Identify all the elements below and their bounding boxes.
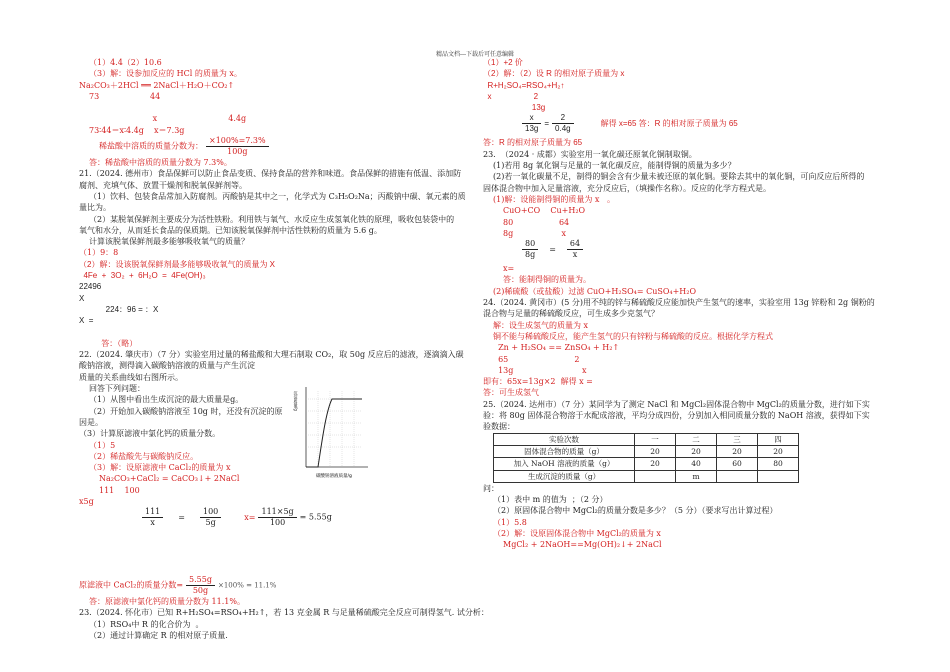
text-line	[79, 68, 471, 79]
experiment-table	[493, 433, 799, 483]
text-line	[79, 394, 471, 405]
text-line	[483, 171, 873, 182]
table-cell	[635, 470, 676, 482]
text-line	[483, 399, 873, 410]
fraction-numerator: 5.55g	[186, 575, 215, 586]
calc-result: = 5.55g	[299, 512, 332, 522]
text-line	[79, 451, 471, 462]
fraction-numerator: 111	[142, 507, 163, 518]
line-text: 25.（2024. 达州市）（7 分）某同学为了测定 NaCl 和 MgCl₂固体混合物中 MgCl₂的质量分数，进行如下实	[483, 399, 870, 409]
percent-fraction	[206, 136, 269, 157]
text-line	[79, 485, 471, 496]
line-text: Zn + H₂SO₄ == ZnSO₄ + H₂↑	[493, 343, 620, 353]
text-line	[79, 630, 471, 641]
text-line	[483, 263, 873, 274]
text-line	[79, 428, 471, 439]
line-text: 13g x	[493, 365, 587, 375]
table-cell: 固体混合物的质量（g）	[494, 445, 635, 457]
fraction-111x5g-100	[258, 507, 296, 528]
chart-y-label: 沉淀质量/g	[293, 391, 299, 411]
table-cell: 20	[717, 445, 758, 457]
text-line	[79, 496, 471, 507]
table-cell: 20	[758, 445, 799, 457]
line-text: 因是。	[79, 417, 103, 427]
line-text: 224：96 = ：X	[79, 304, 159, 314]
line-text: （2）开始加入碳酸钠溶液至 10g 时，还没有沉淀的原	[89, 406, 283, 416]
line-text: 73∶44＝x∶4.4g x＝7.3g	[89, 125, 185, 135]
text-line	[79, 214, 471, 225]
table-cell: 20	[676, 445, 717, 457]
x-equals: x=	[244, 512, 256, 522]
table-header-cell: 一	[635, 433, 676, 445]
line-text: （2）稀盐酸先与碳酸钠反应。	[89, 451, 199, 461]
line-text: 量比为。	[79, 203, 111, 213]
fraction-denominator: 13g	[525, 124, 539, 134]
text-line	[483, 205, 873, 216]
line-text: 计算该脱氧保鲜剂最多能够吸收氧气的质量？	[89, 237, 249, 247]
line-text: （1）+2 价	[483, 58, 523, 67]
text-line	[79, 270, 471, 281]
line-text: (2)若一氧化碳量不足，制得的铜会含有少量未被还原的氧化铜。要除去其中的氧化铜，可向反应后所得的	[493, 172, 865, 182]
line-text: （2）解：（2）设 R 的相对原子质量为 x	[483, 69, 625, 79]
text-line	[79, 372, 471, 383]
fraction-denominator: x	[150, 518, 155, 528]
text-line	[79, 125, 471, 136]
line-text: 73 44	[89, 91, 161, 101]
line-text: （1）RSO₄中 R 的化合价为 。	[89, 619, 204, 629]
fraction-numerator: 64	[567, 239, 583, 250]
table-cell: 60	[717, 458, 758, 470]
line-text: 质量的关系曲线如右图所示。	[79, 372, 183, 382]
line-text: CuO+CO Cu+H₂O	[503, 206, 586, 216]
table-row	[494, 445, 799, 457]
text-line	[483, 376, 873, 387]
text-line	[483, 528, 873, 539]
line-text: （1）5.8	[493, 517, 527, 527]
text-line	[483, 539, 873, 550]
text-line	[79, 596, 471, 607]
text-line	[483, 160, 873, 171]
text-line	[483, 217, 873, 228]
text-line	[79, 440, 471, 451]
text-line	[79, 225, 471, 236]
line-text: 8g x	[503, 228, 567, 238]
fraction-numerator: 80	[522, 239, 538, 250]
line-text: （2）原固体混合物中 MgCl₂的质量分数是多少？（5 分）（要求写出计算过程）	[493, 506, 778, 516]
line-text: （1）5	[89, 440, 116, 450]
left-column	[79, 57, 489, 641]
text-line	[79, 327, 471, 338]
right-column	[483, 57, 873, 551]
line-text: R+H₂SO₄=RSO₄+H₂↑	[483, 80, 565, 90]
table-cell: 80	[758, 458, 799, 470]
text-line	[79, 462, 471, 473]
line-text: 解：设生成氢气的质量为 x	[493, 320, 589, 330]
text-line	[483, 354, 873, 365]
line-text: 65 2	[493, 354, 580, 364]
fraction-numerator: 111×5g	[258, 507, 296, 518]
text-line	[483, 183, 873, 194]
text-line	[79, 57, 471, 68]
text-line	[79, 293, 471, 304]
line-text: 22496	[79, 282, 102, 292]
text-line	[79, 575, 471, 596]
text-line	[483, 365, 873, 376]
line-text: (2)稀硫酸（或盐酸）过滤 CuO+H₂SO₄= CuSO₄+H₂O	[493, 286, 697, 296]
line-text: X =	[79, 316, 94, 326]
line-text: 固体混合物中加入足量溶液，充分反应后，（填操作名称）。反应的化学方程式是。	[483, 183, 771, 193]
equals: =	[544, 119, 550, 129]
text-line	[483, 483, 873, 494]
line-text: x5g	[79, 496, 94, 506]
text-line	[79, 191, 471, 202]
line-text: （3）计算原滤液中氯化钙的质量分数。	[79, 429, 221, 439]
line-text: （2）解：设原固体混合物中 MgCl₂的质量为 x	[493, 528, 661, 538]
chart-grid	[306, 391, 362, 467]
line-text: 22.（2024. 肇庆市）（7 分）实验室用过量的稀盐酸和大理石制取 CO₂，取 50g 反应后的滤液，逐滴滴入碳	[79, 350, 464, 360]
fraction-80-8g	[522, 239, 538, 260]
text-line	[483, 342, 873, 353]
line-text: （1）4.4（2）10.6	[89, 58, 162, 67]
equals: =	[549, 244, 556, 254]
text-line	[79, 360, 471, 371]
text-line	[79, 259, 471, 270]
text-line	[79, 349, 471, 360]
fraction-denominator: 50g	[192, 586, 209, 596]
line-text: 原滤液中 CaCl₂的质量分数=	[79, 580, 184, 590]
line-text: 验数据：	[483, 422, 515, 432]
table-header-row	[494, 433, 799, 445]
line-text: 答：可生成氢气	[483, 388, 539, 398]
text-line	[79, 136, 471, 157]
line-text: （2）某脱氧保鲜剂主要成分为活性铁粉。利用铁与氧气、水反应生成氢氧化铁的原理，吸收包装袋中的	[89, 214, 455, 224]
table-header-cell: 实验次数	[494, 433, 635, 445]
line-text: （1）从图中看出生成沉淀的最大质量是g。	[89, 395, 244, 405]
text-line	[483, 297, 873, 308]
text-line	[483, 149, 873, 160]
line-text: （1）表中 m 的值为 ；（2 分）	[493, 495, 608, 505]
fraction-numerator: 2	[552, 113, 574, 124]
text-line	[79, 91, 471, 102]
text-line	[483, 68, 873, 79]
fraction-numerator: ×100%=7.3%	[206, 136, 269, 147]
text-line	[483, 387, 873, 398]
fraction-111-x	[142, 507, 163, 528]
calc-23-equation	[483, 113, 873, 137]
table-header-cell: 三	[717, 433, 758, 445]
line-text: 即有：65x=13g×2 解得 x =	[483, 377, 593, 387]
text-line	[483, 320, 873, 331]
table-cell: 生成沉淀的质量（g）	[494, 470, 635, 482]
text-line	[483, 286, 873, 297]
text-line	[79, 338, 471, 349]
fraction-numerator: 100	[200, 507, 221, 518]
line-text: (1)解：设能制得铜的质量为 x 。	[493, 194, 616, 204]
text-line	[79, 236, 471, 247]
calc-cu-equation	[483, 239, 873, 263]
line-text: x 2	[483, 91, 539, 101]
page-header: 精品文档---下载后可任意编辑	[435, 51, 515, 58]
line-text: X	[79, 293, 85, 303]
table-cell	[758, 470, 799, 482]
line-text: 111 100	[99, 485, 140, 495]
line-text: 23.（2024. 怀化市）已知 R+H₂SO₄=RSO₄+H₂↑，若 13 克金属 R 与足量稀硫酸完全反应可制得氢气. 试分析：	[79, 608, 489, 618]
fraction-x-13g	[522, 113, 541, 134]
table-header-cell: 四	[758, 433, 799, 445]
line-text: 腐剂、充填气体、放置干燥剂和脱氧保鲜剂等。	[79, 180, 247, 190]
fraction-denominator: 8g	[525, 250, 536, 260]
text-line	[79, 564, 471, 575]
text-line	[79, 180, 471, 191]
line-text: (1)若用 8g 氧化铜与足量的一氧化碳反应，能制得铜的质量为多少？	[493, 161, 736, 171]
line-text: 回答下列问题：	[89, 384, 145, 394]
text-line	[79, 281, 471, 292]
text-line	[79, 157, 471, 168]
text-line	[79, 541, 471, 552]
line-text: 答：（略）	[79, 338, 138, 348]
text-line	[79, 417, 471, 428]
line-text: 混合物与足量的稀硫酸反应，可生成多少克氢气？	[483, 309, 659, 319]
table-cell: 20	[635, 458, 676, 470]
table-cell: 40	[676, 458, 717, 470]
fraction-denominator: 100g	[227, 147, 248, 157]
text-line	[483, 80, 873, 91]
line-text: 13g	[483, 103, 546, 113]
percent-fraction	[186, 575, 215, 596]
text-line	[79, 168, 471, 179]
line-text: 答：原滤液中氯化钙的质量分数为 11.1%。	[89, 597, 245, 607]
line-text: 答：能制得铜的质量为。	[503, 275, 591, 285]
text-line	[79, 406, 471, 417]
table-cell: m	[676, 470, 717, 482]
table-cell: 加入 NaOH 溶液的质量（g）	[494, 458, 635, 470]
table-header-cell: 二	[676, 433, 717, 445]
line-text: 答：R 的相对原子质量为 65	[483, 138, 583, 148]
fraction-denominator: 0.4g	[555, 124, 571, 134]
line-text: （2）解：设该脱氧保鲜剂最多能够吸收氧气的质量为 X	[79, 259, 276, 269]
text-line	[483, 102, 873, 113]
line-text: 稀盐酸中溶质的质量分数为：	[99, 141, 203, 151]
line-text: 24.（2024. 黄冈市）(5 分)用不纯的锌与稀硫酸反应能加快产生氢气的速率，实验室用 13g 锌粉和 2g 铜粉的	[483, 298, 875, 308]
text-line	[483, 91, 873, 102]
solve-text: 解得 x=65 答：R 的相对原子质量为 65	[600, 119, 738, 129]
line-text: 4Fe + 3O₂ + 6H₂O = 4Fe(OH)₃	[79, 271, 206, 281]
text-line	[483, 137, 873, 148]
text-line	[483, 410, 873, 421]
line-text: 80 64	[503, 217, 570, 227]
line-text: x=	[503, 264, 515, 274]
calc-22-equation: $\frac{111}{x}$ = $\frac{100}{5g}$ x= $\frac{111\times 5g}{100}$ = 5.55g	[79, 507, 471, 541]
line-text: 答：稀盐酸中溶质的质量分数为 7.3%。	[89, 158, 232, 168]
line-text: 问：	[483, 483, 499, 493]
text-line	[483, 517, 873, 528]
line-text: （3）解：设参加反应的 HCl 的质量为 x。	[89, 69, 242, 79]
line-text: MgCl₂ + 2NaOH==Mg(OH)₂↓+ 2NaCl	[503, 540, 662, 550]
text-line	[79, 247, 471, 258]
chart-curve	[306, 399, 362, 467]
chart-x-label: 碳酸钠溶液质量/g	[316, 474, 352, 479]
text-line	[483, 421, 873, 432]
line-text: 铜不能与稀硫酸反应，能产生氢气的只有锌粉与稀硫酸的反应。根据化学方程式	[493, 331, 773, 341]
text-line	[483, 331, 873, 342]
text-line	[79, 315, 471, 326]
line-text: （2）通过计算确定 R 的相对原子质量.	[89, 631, 228, 641]
percent-result: ×100% = 11.1%	[217, 581, 277, 590]
precipitate-chart	[292, 381, 372, 481]
text-line	[483, 505, 873, 516]
fraction-numerator: x	[522, 113, 541, 124]
text-line	[79, 113, 471, 124]
text-line	[79, 619, 471, 630]
text-line	[79, 473, 471, 484]
fraction-64-x	[567, 239, 583, 260]
text-line	[79, 383, 471, 394]
text-line	[79, 80, 471, 91]
line-text: （3）解：设原滤液中 CaCl₂的质量为 x	[89, 463, 231, 473]
text-line	[79, 202, 471, 213]
table-row	[494, 458, 799, 470]
line-text: 23. （2024 · 成都）实验室用一氧化碳还原氧化铜制取铜。	[483, 149, 697, 159]
text-line	[79, 607, 489, 618]
table-cell	[717, 470, 758, 482]
line-text: 验：将 80g 固体混合物溶于水配成溶液，平均分成四份，分别加入相同质量分数的 NaOH 溶液，获得如下实	[483, 411, 870, 421]
fraction-2-0.4g	[552, 113, 574, 134]
text-line	[79, 304, 471, 315]
text-line	[79, 102, 471, 113]
text-line	[79, 553, 471, 564]
table-row	[494, 470, 799, 482]
line-text: x 4.4g	[89, 114, 247, 124]
line-text: 21.（2024. 德州市）食品保鲜可以防止食品变质、保持食品的营养和味道。食品保鲜的措施有低温、添加防	[79, 169, 462, 179]
text-line	[483, 308, 873, 319]
text-line	[483, 274, 873, 285]
line-text: Na₂CO₃＋2HCl ══ 2NaCl＋H₂O＋CO₂↑	[79, 80, 235, 90]
line-text: Na₂CO₃+CaCl₂ = CaCO₃↓+ 2NaCl	[99, 474, 240, 484]
table-cell: 20	[635, 445, 676, 457]
fraction-denominator: 100	[269, 518, 286, 528]
text-line	[483, 228, 873, 239]
text-line	[483, 494, 873, 505]
fraction-denominator: x	[572, 250, 578, 260]
line-text: （1）9：8	[79, 248, 119, 258]
fraction-denominator: 5g	[205, 518, 216, 528]
fraction-100-5g	[200, 507, 221, 528]
line-text: 酸钠溶液，测得滴入碳酸钠溶液的质量与产生沉淀	[79, 361, 255, 371]
text-line	[483, 57, 873, 68]
line-text: （1）饮料、包装食品常加入防腐剂。丙酸钠是其中之一，化学式为 C₃H₅O₂Na；丙酸钠中碳、氧元素的质	[89, 191, 466, 201]
text-line	[483, 194, 873, 205]
line-text: 氧气和水分，从而延长食品的保质期。已知该脱氧保鲜剂中活性铁粉的质量为 5.6 g。	[79, 225, 382, 235]
